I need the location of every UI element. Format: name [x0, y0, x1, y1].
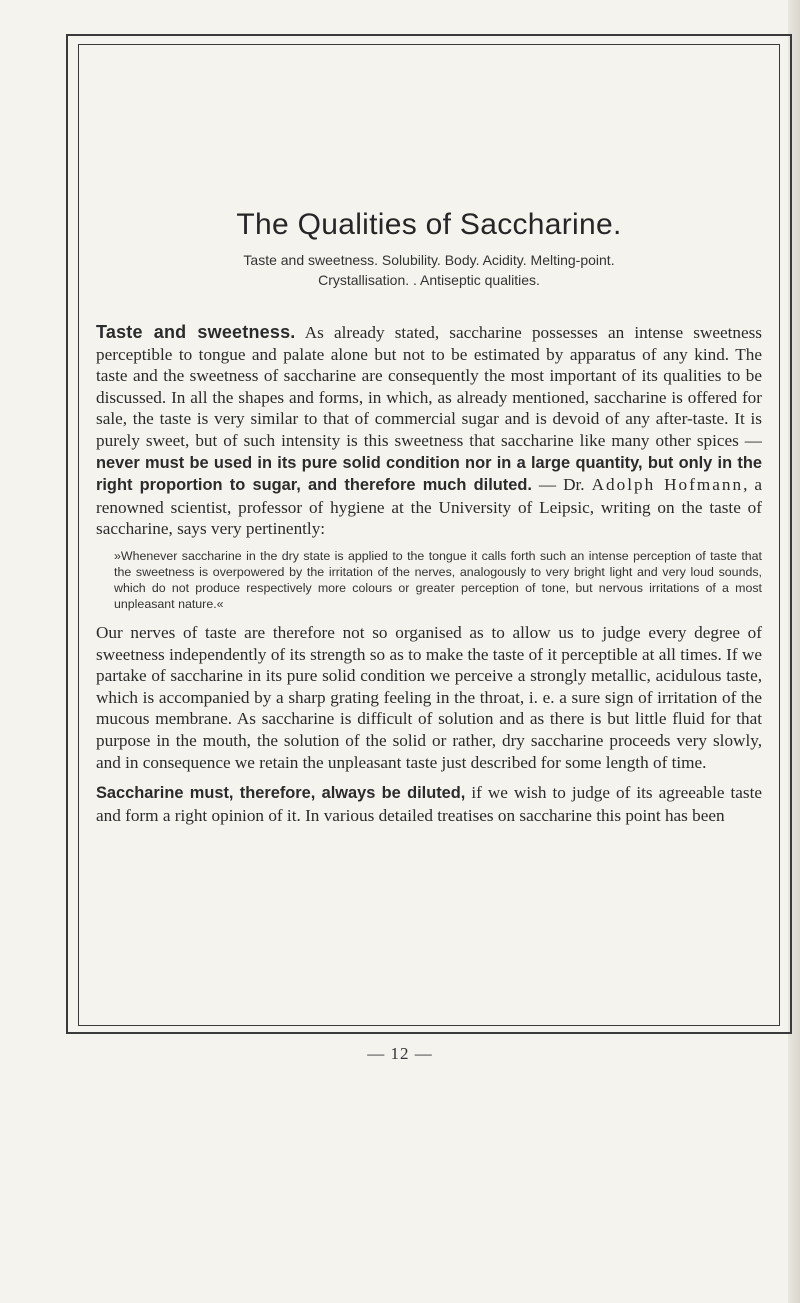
- page-number: — 12 —: [367, 1044, 433, 1063]
- paragraph-1-emphasis: never must be used in its pure solid condition nor in a large quantity, but only in the right proportion to sugar, and therefore much diluted.: [96, 453, 762, 495]
- subtitle-line-1: Taste and sweetness. Solubility. Body. Acidity. Melting-point.: [243, 252, 615, 268]
- page-title: The Qualities of Saccharine.: [236, 208, 622, 241]
- paragraph-1: [96, 322, 762, 540]
- block-quote: »Whenever saccharine in the dry state is applied to the tongue it calls forth such an intense perception of taste that the sweetness is overpowered by the irritation of the nerves, analogously to very bright light and very loud sounds, which do not produce respectively more colours or greater perception of tone, but nervous irritations of a most unpleasant nature.«: [114, 548, 762, 611]
- subtitle-line-2: Crystallisation. . Antiseptic qualities.: [318, 272, 540, 288]
- paragraph-2: Our nerves of taste are therefore not so organised as to allow us to judge every degree of sweetness independently of its strength so as to make the taste of it perceptible at all times. If we partake of saccharine in its pure solid condition we perceive a strongly metallic, acidulous taste, which is accompanied by a sharp grating feeling in the throat, i. e. a sure sign of irritation of the mucous membrane. As saccharine is difficult of solution and as there is but little fluid for that purpose in the mouth, the solution of the solid or rather, dry saccharine proceeds very slowly, and in consequence we retain the unpleasant taste just described for some length of time.: [96, 622, 762, 772]
- section-heading: Taste and sweetness.: [96, 322, 296, 342]
- paragraph-3-rest: if we wish to judge of its agreeable taste and form a right opinion of it. In various detailed treatises on saccharine this point has been: [96, 783, 762, 825]
- paragraph-3: [96, 782, 762, 826]
- paragraph-1-dash: — Dr.: [531, 475, 592, 495]
- paragraph-3-emphasis: Saccharine must, therefore, always be diluted,: [96, 784, 466, 803]
- paragraph-1-end: , a renowned scientist, professor of hygiene at the University of Leipsic, writing on the taste of saccharine, says very pertinently:: [96, 475, 762, 539]
- author-name: Adolph Hofmann: [591, 475, 744, 495]
- page-content: [96, 208, 762, 826]
- paragraph-1-intro: As already stated, saccharine possesses an intense sweetness perceptible to tongue and palate alone but not to be estimated by apparatus of any kind. The taste and the sweetness of saccharine are consequently the most important of its qualities to be discussed. In all the shapes and forms, in which, as already mentioned, saccharine is offered for sale, the taste is very similar to that of commercial sugar and is devoid of any after-taste. It is purely sweet, but of such intensity is this sweetness that saccharine like many other spices —: [96, 323, 762, 450]
- section-taste-and-sweetness: [96, 322, 762, 826]
- subtitle: [96, 250, 762, 290]
